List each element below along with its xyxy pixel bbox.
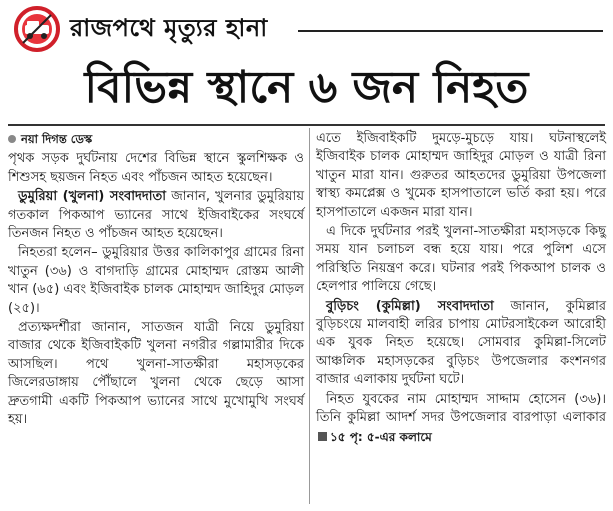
bullet-icon: [8, 135, 16, 143]
paragraph: [8, 188, 304, 243]
article-column-right: [316, 130, 606, 448]
paragraph: [316, 130, 606, 222]
paragraph-text: জানান, কুমিল্লার বুড়িচংয়ে মালবাহী লরির চাপায় মোটরসাইকেল আরোহী এক যুবক নিহত হয়েছে। সোমবার কুমিল্লা-সিলেট আঞ্চলিক মহাসড়কের বুড়িচং উপজেলার কংশনগর বাজার এলাকায় দুর্ঘটনা ঘটে।: [316, 298, 606, 388]
dateline: ডুমুরিয়া (খুলনা) সংবাদদাতা: [18, 189, 166, 205]
kicker-bar: [8, 6, 605, 52]
paragraph: [316, 391, 606, 447]
paragraph-text: প্রত্যক্ষদর্শীরা জানান, সাতজন যাত্রী নিয়ে ডুমুরিয়া বাজার থেকে ইজিবাইকটি খুলনা নগরীর গল্লামারীর দিকে আসছিল। পথে খুলনা-সাতক্ষীরা মহাসড়কের জিলেরডাঙ্গায় পৌঁছালে খুলনা থেকে ছেড়ে আসা দ্রুতগামী একটি পিকআপ ভ্যানের সাথে মুখোমুখি সংঘর্ষ হয়।: [8, 320, 304, 428]
dateline: বুড়িচং (কুমিল্লা) সংবাদদাতা: [326, 298, 494, 314]
paragraph-text: জানান, খুলনার ডুমুরিয়ায় গতকাল পিকআপ ভ্যানের সাথে ইজিবাইকের সংঘর্ষে তিনজন নিহত ও পাঁচজন আহত হয়েছেন।: [8, 189, 304, 242]
continuation-note[interactable]: [316, 430, 432, 444]
paragraph-text: এ দিকে দুর্ঘটনার পরই খুলনা-সাতক্ষীরা মহাসড়কে কিছু সময় যান চলাচল বন্ধ হয়ে যায়। পরে পুলিশ এসে পরিস্থিতি নিয়ন্ত্রণ করে। ঘটনার পরই পিকআপ চালক ও হেলপার পালিয়ে গেছে।: [316, 224, 606, 295]
continuation-label: ১৫ পৃ: ৫-এর কলামে: [330, 429, 432, 444]
kicker-rule: [298, 30, 603, 32]
desk-label: নয়া দিগন্ত ডেস্ক: [21, 132, 93, 146]
headline-divider: [8, 124, 605, 126]
accident-logo-icon: [14, 6, 60, 52]
section-kicker: রাজপথে মৃত্যুর হানা: [70, 14, 268, 42]
paragraph-text: এতে ইজিবাইকটি দুমড়ে-মুচড়ে যায়। ঘটনাস্থলেই ইজিবাইক চালক মোহাম্মদ জাহিদুর মোড়ল ও যাত্রী রিনা খাতুন মারা যান। গুরুতর আহতদের ডুমুরিয়া উপজেলা স্বাস্থ্য কমপ্লেক্স ও খুমেক হাসপাতালে ভর্তি করা হয়। পরে হাসপাতালে একজন মারা যান।: [316, 131, 606, 220]
article-column-left: [8, 130, 304, 431]
paragraph: [316, 223, 606, 297]
headline: বিভিন্ন স্থানে ৬ জন নিহত: [84, 62, 529, 113]
paragraph-text: পৃথক সড়ক দুর্ঘটনায় দেশের বিভিন্ন স্থানে স্কুলশিক্ষক ও শিশুসহ ছয়জন নিহত এবং পাঁচজন আহত হয়েছেন।: [8, 151, 304, 185]
paragraph: [316, 298, 606, 390]
paragraph: [8, 319, 304, 429]
paragraph-text: নিহতরা হলেন– ডুমুরিয়ার উত্তর কালিকাপুর গ্রামের রিনা খাতুন (৩৬) ও বাগদাড়ি গ্রামের মোহাম্মদ রোস্তম আলী খান (৬৫) এবং ইজিবাইক চালক মোহাম্মদ জাহিদুর মোড়ল (২৫)।: [8, 245, 304, 316]
desk-credit: [8, 130, 304, 148]
paragraph-text: নিহত যুবকের নাম মোহাম্মদ সাদ্দাম হোসেন (৩৬)। তিনি কুমিল্লা আদর্শ সদর উপজেলার বারপাড়া এলাকার: [316, 391, 606, 426]
paragraph: [8, 150, 304, 187]
column-separator: [309, 128, 310, 504]
paragraph: [8, 244, 304, 318]
square-bullet-icon: [318, 432, 327, 441]
